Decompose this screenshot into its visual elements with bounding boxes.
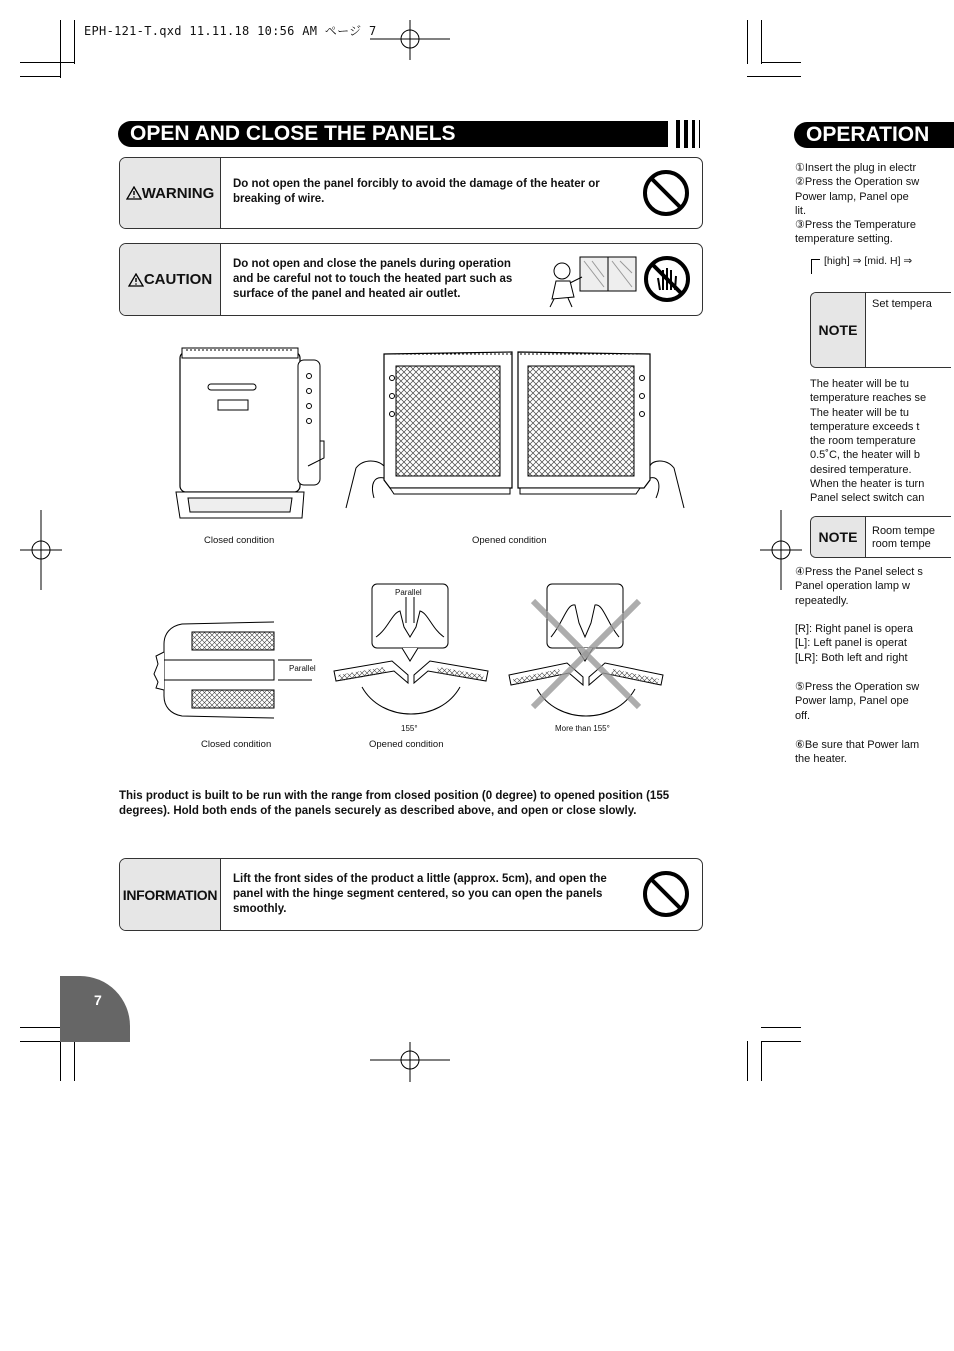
registration-mark-bottom	[370, 1042, 450, 1082]
information-text: Lift the front sides of the product a little (approx. 5cm), and open the panel with the hinge segment centered, so you can open the panels smoothly.	[233, 873, 607, 915]
caption-closed-bottom: Closed condition	[201, 739, 272, 750]
heater-closed-illustration	[168, 346, 328, 526]
note-label: NOTE	[811, 517, 866, 557]
body-paragraph: This product is built to be run with the range from closed position (0 degree) to opened position (155 degrees). Hold both ends of the panels securely as described above, and open or close slowly.	[119, 790, 670, 817]
title-decoration	[676, 120, 702, 148]
caption-opened-top: Opened condition	[472, 535, 547, 546]
caution-label: CAUTION	[120, 244, 221, 315]
arrow-icon	[811, 259, 820, 274]
registration-mark-top	[370, 20, 450, 60]
panel-modes: [R]: Right panel is opera [L]: Left panel is operat [LR]: Both left and right	[795, 623, 914, 664]
do-not-touch-icon	[642, 254, 692, 304]
operation-title: OPERATION	[794, 122, 954, 148]
page-number-tab	[60, 976, 130, 1042]
label-parallel-top: Parallel	[395, 588, 422, 597]
note-label: NOTE	[811, 293, 866, 367]
warning-text: Do not open the panel forcibly to avoid the damage of the heater or breaking of wire.	[233, 178, 600, 205]
warning-triangle-icon	[128, 273, 144, 287]
label-parallel-side: Parallel	[289, 664, 316, 673]
label-155-degrees: 155°	[401, 724, 418, 733]
operation-step-6: ⑥Be sure that Power lam the heater.	[795, 739, 920, 766]
note-box-1	[810, 292, 951, 368]
warning-box	[119, 157, 703, 229]
note-text: Set tempera	[872, 298, 932, 310]
page-number: 7	[94, 992, 102, 1008]
temperature-sequence: [high] ⇒ [mid. H] ⇒	[824, 255, 913, 267]
information-label: INFORMATION	[120, 859, 221, 930]
child-touching-panel-illustration	[540, 251, 640, 309]
operation-step-5: ⑤Press the Operation sw Power lamp, Panel ope off.	[795, 681, 920, 722]
heater-opened-illustration	[344, 348, 686, 518]
operation-paragraph: The heater will be tu temperature reaches se The heater will be tu temperature exceeds t the room temperature 0.5˚C, the heater will b desired temperature. When the heater is turn Panel select switch can	[810, 378, 927, 505]
prohibition-icon	[641, 168, 691, 218]
note-box-2	[810, 516, 951, 558]
warning-label: WARNING	[120, 158, 221, 228]
label-more-than-155: More than 155°	[555, 724, 610, 733]
over-155-wrong-illustration	[507, 583, 665, 733]
section-title: OPEN AND CLOSE THE PANELS	[118, 121, 668, 147]
caption-closed-top: Closed condition	[204, 535, 275, 546]
operation-steps-1-3: ①Insert the plug in electr ②Press the Operation sw Power lamp, Panel ope lit. ③Press the Temperature temperature setting.	[795, 162, 920, 246]
registration-mark-left	[20, 510, 62, 590]
prohibition-icon	[641, 869, 691, 919]
caution-text: Do not open and close the panels during operation and be careful not to touch the heated part such as surface of the panel and heated air outlet.	[233, 258, 513, 300]
opened-155-illustration	[332, 583, 490, 733]
operation-step-4: ④Press the Panel select s Panel operation lamp w repeatedly.	[795, 566, 923, 607]
warning-triangle-icon	[126, 186, 142, 200]
information-box	[119, 858, 703, 931]
caution-box	[119, 243, 703, 316]
caption-opened-bottom: Opened condition	[369, 739, 444, 750]
file-header: EPH-121-T.qxd 11.11.18 10:56 AM ページ 7	[84, 24, 377, 38]
note-text: Room tempe room tempe	[872, 525, 935, 550]
